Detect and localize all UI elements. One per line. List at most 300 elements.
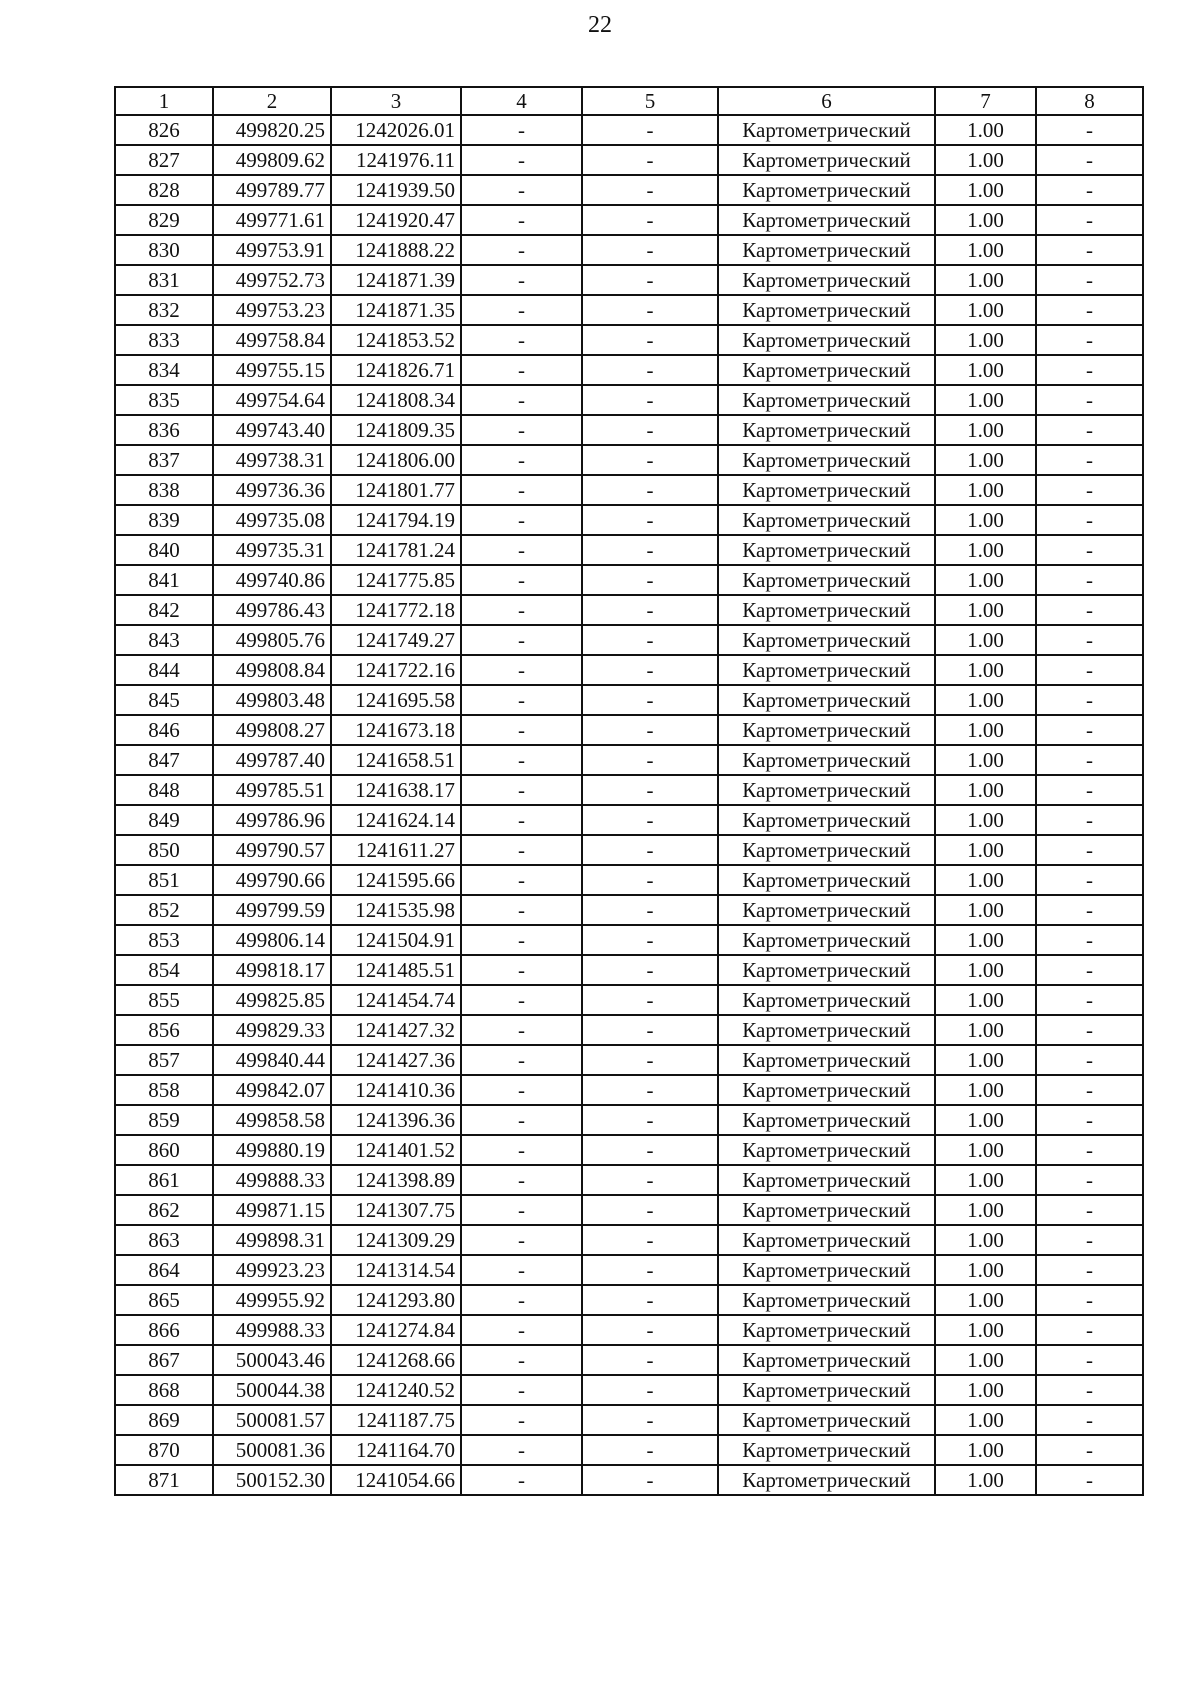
column-8-cell: - (1036, 1105, 1143, 1135)
point-number-cell: 851 (115, 865, 213, 895)
table-row (115, 355, 1143, 385)
column-5-cell: - (582, 655, 718, 685)
table-row (115, 775, 1143, 805)
y-coordinate-cell: 1241268.66 (331, 1345, 461, 1375)
x-coordinate-cell: 499799.59 (213, 895, 331, 925)
column-4-cell: - (461, 1045, 582, 1075)
accuracy-cell: 1.00 (935, 625, 1036, 655)
accuracy-cell: 1.00 (935, 595, 1036, 625)
y-coordinate-cell: 1241535.98 (331, 895, 461, 925)
column-8-cell: - (1036, 715, 1143, 745)
x-coordinate-cell: 499752.73 (213, 265, 331, 295)
column-5-cell: - (582, 265, 718, 295)
method-cell: Картометрический (718, 1435, 935, 1465)
table-row (115, 1255, 1143, 1285)
column-8-cell: - (1036, 655, 1143, 685)
column-5-cell: - (582, 625, 718, 655)
column-8-cell: - (1036, 415, 1143, 445)
method-cell: Картометрический (718, 1315, 935, 1345)
method-cell: Картометрический (718, 415, 935, 445)
y-coordinate-cell: 1241939.50 (331, 175, 461, 205)
x-coordinate-cell: 499786.96 (213, 805, 331, 835)
column-5-cell: - (582, 805, 718, 835)
x-coordinate-cell: 499790.57 (213, 835, 331, 865)
x-coordinate-cell: 499755.15 (213, 355, 331, 385)
table-row (115, 745, 1143, 775)
method-cell: Картометрический (718, 985, 935, 1015)
accuracy-cell: 1.00 (935, 355, 1036, 385)
table-row (115, 655, 1143, 685)
x-coordinate-cell: 499789.77 (213, 175, 331, 205)
y-coordinate-cell: 1241307.75 (331, 1195, 461, 1225)
table-row (115, 535, 1143, 565)
column-5-cell: - (582, 1375, 718, 1405)
accuracy-cell: 1.00 (935, 535, 1036, 565)
column-4-cell: - (461, 445, 582, 475)
column-5-cell: - (582, 205, 718, 235)
table-row (115, 925, 1143, 955)
method-cell: Картометрический (718, 805, 935, 835)
method-cell: Картометрический (718, 1135, 935, 1165)
x-coordinate-cell: 499840.44 (213, 1045, 331, 1075)
y-coordinate-cell: 1241638.17 (331, 775, 461, 805)
method-cell: Картометрический (718, 1465, 935, 1495)
x-coordinate-cell: 499923.23 (213, 1255, 331, 1285)
column-4-cell: - (461, 595, 582, 625)
accuracy-cell: 1.00 (935, 1465, 1036, 1495)
column-header: 1 (115, 87, 213, 115)
table-row (115, 625, 1143, 655)
x-coordinate-cell: 499790.66 (213, 865, 331, 895)
x-coordinate-cell: 499758.84 (213, 325, 331, 355)
y-coordinate-cell: 1241595.66 (331, 865, 461, 895)
x-coordinate-cell: 499820.25 (213, 115, 331, 145)
method-cell: Картометрический (718, 775, 935, 805)
column-5-cell: - (582, 1465, 718, 1495)
method-cell: Картометрический (718, 505, 935, 535)
accuracy-cell: 1.00 (935, 415, 1036, 445)
x-coordinate-cell: 499787.40 (213, 745, 331, 775)
table-row (115, 325, 1143, 355)
y-coordinate-cell: 1241410.36 (331, 1075, 461, 1105)
y-coordinate-cell: 1241853.52 (331, 325, 461, 355)
x-coordinate-cell: 499735.08 (213, 505, 331, 535)
y-coordinate-cell: 1241772.18 (331, 595, 461, 625)
accuracy-cell: 1.00 (935, 565, 1036, 595)
point-number-cell: 835 (115, 385, 213, 415)
column-5-cell: - (582, 1285, 718, 1315)
column-4-cell: - (461, 1345, 582, 1375)
accuracy-cell: 1.00 (935, 1375, 1036, 1405)
column-header: 5 (582, 87, 718, 115)
column-5-cell: - (582, 145, 718, 175)
column-4-cell: - (461, 835, 582, 865)
point-number-cell: 830 (115, 235, 213, 265)
column-5-cell: - (582, 325, 718, 355)
column-4-cell: - (461, 985, 582, 1015)
method-cell: Картометрический (718, 715, 935, 745)
column-5-cell: - (582, 115, 718, 145)
table-row (115, 1375, 1143, 1405)
y-coordinate-cell: 1241187.75 (331, 1405, 461, 1435)
point-number-cell: 842 (115, 595, 213, 625)
accuracy-cell: 1.00 (935, 325, 1036, 355)
column-8-cell: - (1036, 1015, 1143, 1045)
column-5-cell: - (582, 295, 718, 325)
column-4-cell: - (461, 1315, 582, 1345)
x-coordinate-cell: 499880.19 (213, 1135, 331, 1165)
accuracy-cell: 1.00 (935, 445, 1036, 475)
point-number-cell: 852 (115, 895, 213, 925)
point-number-cell: 870 (115, 1435, 213, 1465)
y-coordinate-cell: 1241808.34 (331, 385, 461, 415)
x-coordinate-cell: 499753.91 (213, 235, 331, 265)
table-row (115, 595, 1143, 625)
column-8-cell: - (1036, 385, 1143, 415)
table-row (115, 175, 1143, 205)
y-coordinate-cell: 1241695.58 (331, 685, 461, 715)
column-8-cell: - (1036, 1225, 1143, 1255)
table-row (115, 505, 1143, 535)
method-cell: Картометрический (718, 1375, 935, 1405)
method-cell: Картометрический (718, 1045, 935, 1075)
column-8-cell: - (1036, 355, 1143, 385)
accuracy-cell: 1.00 (935, 1015, 1036, 1045)
table-body (115, 115, 1143, 1495)
table-header-row (115, 87, 1143, 115)
column-4-cell: - (461, 175, 582, 205)
table-row (115, 1405, 1143, 1435)
table-row (115, 715, 1143, 745)
point-number-cell: 829 (115, 205, 213, 235)
column-4-cell: - (461, 235, 582, 265)
table-row (115, 1015, 1143, 1045)
column-5-cell: - (582, 925, 718, 955)
accuracy-cell: 1.00 (935, 805, 1036, 835)
y-coordinate-cell: 1241164.70 (331, 1435, 461, 1465)
accuracy-cell: 1.00 (935, 235, 1036, 265)
point-number-cell: 861 (115, 1165, 213, 1195)
column-8-cell: - (1036, 745, 1143, 775)
table-row (115, 835, 1143, 865)
y-coordinate-cell: 1241427.36 (331, 1045, 461, 1075)
point-number-cell: 838 (115, 475, 213, 505)
column-8-cell: - (1036, 835, 1143, 865)
x-coordinate-cell: 499888.33 (213, 1165, 331, 1195)
method-cell: Картометрический (718, 1075, 935, 1105)
column-8-cell: - (1036, 505, 1143, 535)
x-coordinate-cell: 499829.33 (213, 1015, 331, 1045)
column-4-cell: - (461, 415, 582, 445)
column-8-cell: - (1036, 1045, 1143, 1075)
column-4-cell: - (461, 775, 582, 805)
column-5-cell: - (582, 955, 718, 985)
column-8-cell: - (1036, 115, 1143, 145)
y-coordinate-cell: 1241624.14 (331, 805, 461, 835)
x-coordinate-cell: 499818.17 (213, 955, 331, 985)
point-number-cell: 854 (115, 955, 213, 985)
accuracy-cell: 1.00 (935, 1045, 1036, 1075)
table-row (115, 805, 1143, 835)
column-5-cell: - (582, 685, 718, 715)
column-8-cell: - (1036, 325, 1143, 355)
y-coordinate-cell: 1241781.24 (331, 535, 461, 565)
column-8-cell: - (1036, 235, 1143, 265)
accuracy-cell: 1.00 (935, 1285, 1036, 1315)
y-coordinate-cell: 1241504.91 (331, 925, 461, 955)
x-coordinate-cell: 499736.36 (213, 475, 331, 505)
column-4-cell: - (461, 685, 582, 715)
point-number-cell: 863 (115, 1225, 213, 1255)
method-cell: Картометрический (718, 145, 935, 175)
table-row (115, 1225, 1143, 1255)
point-number-cell: 866 (115, 1315, 213, 1345)
point-number-cell: 841 (115, 565, 213, 595)
coordinates-table (114, 86, 1144, 1496)
column-header: 7 (935, 87, 1036, 115)
column-5-cell: - (582, 1075, 718, 1105)
column-5-cell: - (582, 355, 718, 385)
column-4-cell: - (461, 625, 582, 655)
accuracy-cell: 1.00 (935, 685, 1036, 715)
table-row (115, 205, 1143, 235)
point-number-cell: 849 (115, 805, 213, 835)
y-coordinate-cell: 1241794.19 (331, 505, 461, 535)
table-row (115, 1315, 1143, 1345)
accuracy-cell: 1.00 (935, 295, 1036, 325)
method-cell: Картометрический (718, 115, 935, 145)
x-coordinate-cell: 499740.86 (213, 565, 331, 595)
column-8-cell: - (1036, 1315, 1143, 1345)
x-coordinate-cell: 499805.76 (213, 625, 331, 655)
y-coordinate-cell: 1241871.35 (331, 295, 461, 325)
point-number-cell: 860 (115, 1135, 213, 1165)
table-row (115, 1435, 1143, 1465)
x-coordinate-cell: 499825.85 (213, 985, 331, 1015)
table-row (115, 445, 1143, 475)
column-4-cell: - (461, 1285, 582, 1315)
method-cell: Картометрический (718, 595, 935, 625)
x-coordinate-cell: 499871.15 (213, 1195, 331, 1225)
column-8-cell: - (1036, 295, 1143, 325)
column-header: 6 (718, 87, 935, 115)
column-8-cell: - (1036, 895, 1143, 925)
accuracy-cell: 1.00 (935, 895, 1036, 925)
point-number-cell: 871 (115, 1465, 213, 1495)
y-coordinate-cell: 1241293.80 (331, 1285, 461, 1315)
y-coordinate-cell: 1241920.47 (331, 205, 461, 235)
column-header: 3 (331, 87, 461, 115)
x-coordinate-cell: 500081.57 (213, 1405, 331, 1435)
column-8-cell: - (1036, 445, 1143, 475)
column-8-cell: - (1036, 1405, 1143, 1435)
y-coordinate-cell: 1241775.85 (331, 565, 461, 595)
y-coordinate-cell: 1241401.52 (331, 1135, 461, 1165)
column-4-cell: - (461, 565, 582, 595)
method-cell: Картометрический (718, 955, 935, 985)
column-header: 2 (213, 87, 331, 115)
accuracy-cell: 1.00 (935, 145, 1036, 175)
column-5-cell: - (582, 1345, 718, 1375)
x-coordinate-cell: 499988.33 (213, 1315, 331, 1345)
column-5-cell: - (582, 505, 718, 535)
y-coordinate-cell: 1241240.52 (331, 1375, 461, 1405)
method-cell: Картометрический (718, 265, 935, 295)
point-number-cell: 847 (115, 745, 213, 775)
method-cell: Картометрический (718, 835, 935, 865)
y-coordinate-cell: 1241658.51 (331, 745, 461, 775)
column-5-cell: - (582, 835, 718, 865)
table-row (115, 1045, 1143, 1075)
accuracy-cell: 1.00 (935, 745, 1036, 775)
point-number-cell: 840 (115, 535, 213, 565)
x-coordinate-cell: 500043.46 (213, 1345, 331, 1375)
table-row (115, 1345, 1143, 1375)
column-8-cell: - (1036, 1435, 1143, 1465)
method-cell: Картометрический (718, 1195, 935, 1225)
column-4-cell: - (461, 1105, 582, 1135)
column-5-cell: - (582, 1435, 718, 1465)
table-row (115, 115, 1143, 145)
point-number-cell: 846 (115, 715, 213, 745)
y-coordinate-cell: 1241888.22 (331, 235, 461, 265)
y-coordinate-cell: 1241274.84 (331, 1315, 461, 1345)
point-number-cell: 848 (115, 775, 213, 805)
method-cell: Картометрический (718, 565, 935, 595)
column-4-cell: - (461, 1435, 582, 1465)
column-4-cell: - (461, 505, 582, 535)
point-number-cell: 862 (115, 1195, 213, 1225)
y-coordinate-cell: 1241611.27 (331, 835, 461, 865)
accuracy-cell: 1.00 (935, 985, 1036, 1015)
column-8-cell: - (1036, 535, 1143, 565)
point-number-cell: 845 (115, 685, 213, 715)
table-row (115, 295, 1143, 325)
x-coordinate-cell: 499803.48 (213, 685, 331, 715)
y-coordinate-cell: 1241454.74 (331, 985, 461, 1015)
y-coordinate-cell: 1241396.36 (331, 1105, 461, 1135)
table-row (115, 985, 1143, 1015)
accuracy-cell: 1.00 (935, 475, 1036, 505)
accuracy-cell: 1.00 (935, 955, 1036, 985)
column-5-cell: - (582, 1195, 718, 1225)
accuracy-cell: 1.00 (935, 1255, 1036, 1285)
column-5-cell: - (582, 235, 718, 265)
column-8-cell: - (1036, 955, 1143, 985)
method-cell: Картометрический (718, 205, 935, 235)
accuracy-cell: 1.00 (935, 865, 1036, 895)
column-5-cell: - (582, 1045, 718, 1075)
accuracy-cell: 1.00 (935, 1405, 1036, 1435)
table-row (115, 145, 1143, 175)
column-5-cell: - (582, 475, 718, 505)
x-coordinate-cell: 500081.36 (213, 1435, 331, 1465)
x-coordinate-cell: 499808.27 (213, 715, 331, 745)
method-cell: Картометрический (718, 535, 935, 565)
table-row (115, 415, 1143, 445)
table-row (115, 1135, 1143, 1165)
accuracy-cell: 1.00 (935, 175, 1036, 205)
column-5-cell: - (582, 415, 718, 445)
method-cell: Картометрический (718, 445, 935, 475)
point-number-cell: 831 (115, 265, 213, 295)
y-coordinate-cell: 1241722.16 (331, 655, 461, 685)
column-8-cell: - (1036, 1165, 1143, 1195)
column-5-cell: - (582, 1105, 718, 1135)
y-coordinate-cell: 1241806.00 (331, 445, 461, 475)
point-number-cell: 836 (115, 415, 213, 445)
method-cell: Картометрический (718, 1225, 935, 1255)
method-cell: Картометрический (718, 1405, 935, 1435)
point-number-cell: 859 (115, 1105, 213, 1135)
column-4-cell: - (461, 1375, 582, 1405)
column-4-cell: - (461, 1225, 582, 1255)
point-number-cell: 869 (115, 1405, 213, 1435)
accuracy-cell: 1.00 (935, 1345, 1036, 1375)
column-4-cell: - (461, 1195, 582, 1225)
column-4-cell: - (461, 1165, 582, 1195)
y-coordinate-cell: 1242026.01 (331, 115, 461, 145)
method-cell: Картометрический (718, 745, 935, 775)
column-5-cell: - (582, 385, 718, 415)
column-4-cell: - (461, 1075, 582, 1105)
y-coordinate-cell: 1241809.35 (331, 415, 461, 445)
column-8-cell: - (1036, 1135, 1143, 1165)
column-8-cell: - (1036, 685, 1143, 715)
column-5-cell: - (582, 715, 718, 745)
point-number-cell: 832 (115, 295, 213, 325)
method-cell: Картометрический (718, 1255, 935, 1285)
column-4-cell: - (461, 385, 582, 415)
column-4-cell: - (461, 205, 582, 235)
point-number-cell: 853 (115, 925, 213, 955)
column-4-cell: - (461, 295, 582, 325)
x-coordinate-cell: 499785.51 (213, 775, 331, 805)
point-number-cell: 844 (115, 655, 213, 685)
column-5-cell: - (582, 1225, 718, 1255)
method-cell: Картометрический (718, 1015, 935, 1045)
column-5-cell: - (582, 1015, 718, 1045)
column-4-cell: - (461, 145, 582, 175)
point-number-cell: 865 (115, 1285, 213, 1315)
column-header: 4 (461, 87, 582, 115)
method-cell: Картометрический (718, 895, 935, 925)
column-5-cell: - (582, 895, 718, 925)
x-coordinate-cell: 499955.92 (213, 1285, 331, 1315)
y-coordinate-cell: 1241485.51 (331, 955, 461, 985)
x-coordinate-cell: 499786.43 (213, 595, 331, 625)
column-5-cell: - (582, 1165, 718, 1195)
accuracy-cell: 1.00 (935, 385, 1036, 415)
column-5-cell: - (582, 1255, 718, 1285)
column-8-cell: - (1036, 475, 1143, 505)
column-4-cell: - (461, 1015, 582, 1045)
x-coordinate-cell: 499743.40 (213, 415, 331, 445)
x-coordinate-cell: 499809.62 (213, 145, 331, 175)
method-cell: Картометрический (718, 355, 935, 385)
column-8-cell: - (1036, 1465, 1143, 1495)
column-4-cell: - (461, 955, 582, 985)
x-coordinate-cell: 499858.58 (213, 1105, 331, 1135)
page-number: 22 (588, 12, 612, 38)
accuracy-cell: 1.00 (935, 775, 1036, 805)
y-coordinate-cell: 1241871.39 (331, 265, 461, 295)
accuracy-cell: 1.00 (935, 1315, 1036, 1345)
point-number-cell: 857 (115, 1045, 213, 1075)
column-4-cell: - (461, 715, 582, 745)
table-row (115, 955, 1143, 985)
table-row (115, 865, 1143, 895)
